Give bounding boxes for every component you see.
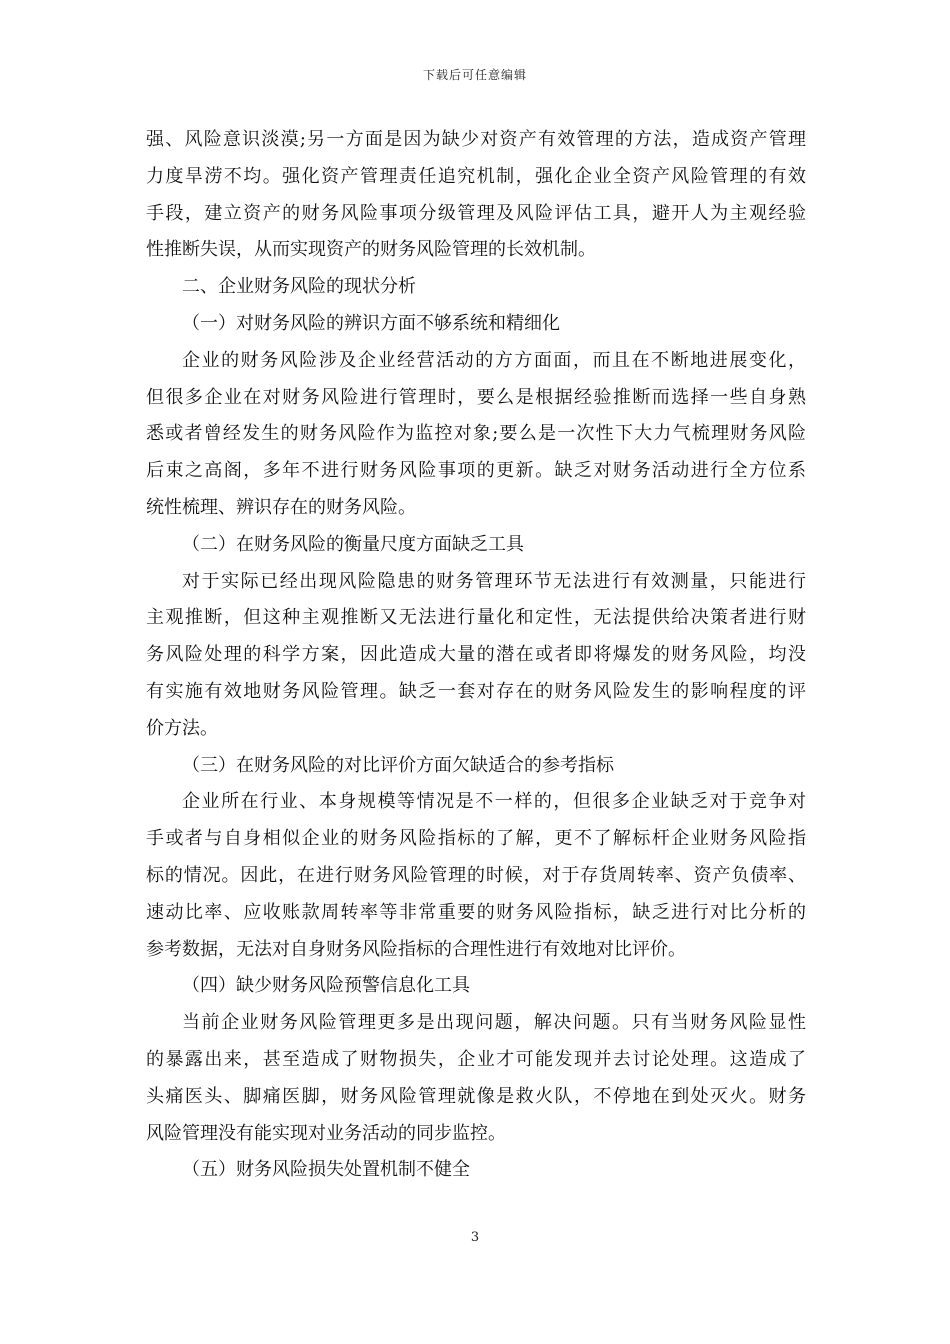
text-line: 手段，建立资产的财务风险事项分级管理及风险评估工具，避开人为主观经验 <box>146 202 806 224</box>
text-line: （四）缺少财务风险预警信息化工具 <box>182 975 470 997</box>
text-line: 统性梳理、辨识存在的财务风险。 <box>146 496 416 518</box>
text-line: 对于实际已经出现风险隐患的财务管理环节无法进行有效测量，只能进行 <box>182 570 806 592</box>
text-line: 后束之高阁，多年不进行财务风险事项的更新。缺乏对财务活动进行全方位系 <box>146 460 806 482</box>
text-line: 务风险处理的科学方案，因此造成大量的潜在或者即将爆发的财务风险，均没 <box>146 644 806 666</box>
text-line: 企业的财务风险涉及企业经营活动的方方面面，而且在不断地进展变化， <box>182 349 806 371</box>
body-text <box>146 122 806 1189</box>
text-line: 有实施有效地财务风险管理。缺乏一套对存在的财务风险发生的影响程度的评 <box>146 680 806 702</box>
text-line: 价方法。 <box>146 717 218 739</box>
text-line: 但很多企业在对财务风险进行管理时，要么是根据经验推断而选择一些自身熟 <box>146 386 806 408</box>
page-header: 下载后可任意编辑 <box>422 68 527 82</box>
text-line: 的暴露出来，甚至造成了财物损失，企业才可能发现并去讨论处理。这造成了 <box>146 1048 806 1070</box>
text-line: 速动比率、应收账款周转率等非常重要的财务风险指标，缺乏进行对比分析的 <box>146 901 806 923</box>
text-line: 悉或者曾经发生的财务风险作为监控对象;要么是一次性下大力气梳理财务风险 <box>146 423 806 445</box>
text-line: （三）在财务风险的对比评价方面欠缺适合的参考指标 <box>182 754 614 776</box>
text-line: 当前企业财务风险管理更多是出现问题，解决问题。只有当财务风险显性 <box>182 1012 806 1034</box>
text-line: （二）在财务风险的衡量尺度方面缺乏工具 <box>182 533 524 555</box>
text-line: （五）财务风险损失处置机制不健全 <box>182 1159 470 1181</box>
text-line: 性推断失误，从而实现资产的财务风险管理的长效机制。 <box>146 239 596 261</box>
text-line: 企业所在行业、本身规模等情况是不一样的，但很多企业缺乏对于竞争对 <box>182 791 806 813</box>
text-line: 标的情况。因此，在进行财务风险管理的时候，对于存货周转率、资产负债率、 <box>146 864 806 886</box>
text-line: 力度旱涝不均。强化资产管理责任追究机制，强化企业全资产风险管理的有效 <box>146 165 806 187</box>
text-line: 手或者与自身相似企业的财务风险指标的了解，更不了解标杆企业财务风险指 <box>146 828 806 850</box>
text-line: （一）对财务风险的辨识方面不够系统和精细化 <box>182 312 560 334</box>
text-line: 参考数据，无法对自身财务风险指标的合理性进行有效地对比评价。 <box>146 938 686 960</box>
page-number: 3 <box>470 1230 480 1245</box>
text-line: 二、企业财务风险的现状分析 <box>182 276 416 298</box>
text-line: 强、风险意识淡漠;另一方面是因为缺少对资产有效管理的方法，造成资产管理 <box>146 129 806 150</box>
text-line: 头痛医头、脚痛医脚，财务风险管理就像是救火队，不停地在到处灭火。财务 <box>146 1085 806 1107</box>
text-line: 主观推断，但这种主观推断又无法进行量化和定性，无法提供给决策者进行财 <box>146 607 806 629</box>
text-line: 风险管理没有能实现对业务活动的同步监控。 <box>146 1122 506 1144</box>
